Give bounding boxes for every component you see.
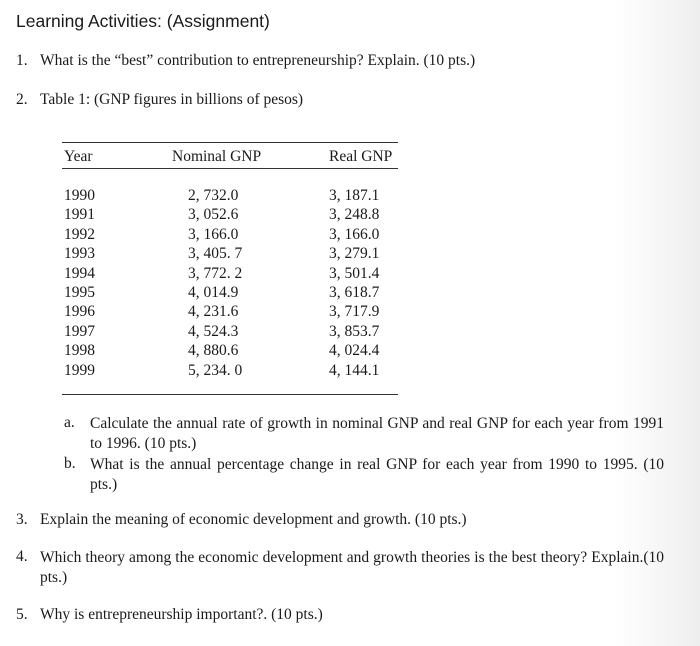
header-real-gnp: Real GNP: [329, 148, 393, 165]
table-cell: 4, 524.3: [188, 322, 239, 340]
table-cell: 1993: [64, 245, 95, 263]
question-text: Table 1: (GNP figures in billions of pesos): [40, 91, 304, 108]
question-4: [0, 548, 700, 590]
table-cell: 5, 234. 0: [188, 361, 243, 379]
question-text: Why is entrepreneurship important?. (10 pts.): [40, 606, 323, 623]
question-number: 3.: [16, 511, 28, 528]
subquestion-letter: b.: [64, 455, 76, 472]
table-cell: 1990: [64, 187, 95, 204]
subquestion-text: Calculate the annual rate of growth in nominal GNP and real GNP for each year from 1991 to 1996. (10 pts.): [90, 415, 664, 452]
table-cell: 1991: [64, 206, 95, 224]
table-cell: 3, 772. 2: [188, 264, 243, 282]
subquestion-letter: a.: [64, 414, 75, 431]
question-number: 5.: [16, 606, 28, 623]
question-text: Explain the meaning of economic development and growth. (10 pts.): [40, 511, 467, 528]
table-cell: 1995: [64, 284, 95, 302]
gnp-table: [62, 140, 398, 400]
table-cell: 4, 880.6: [188, 342, 239, 360]
page-title: Learning Activities: (Assignment): [16, 11, 270, 31]
table-cell: 2, 732.0: [188, 187, 239, 204]
table-cell: 1996: [64, 303, 95, 321]
table-bottom-rule: [62, 394, 398, 395]
table-cell: 1994: [64, 264, 95, 282]
table-cell: 4, 144.1: [329, 361, 380, 379]
table-cell: 4, 231.6: [188, 303, 239, 321]
table-cell: 3, 618.7: [329, 284, 380, 302]
question-5: [0, 606, 700, 626]
table-cell: 3, 279.1: [329, 245, 380, 263]
table-cell: 3, 248.8: [329, 206, 380, 224]
table-cell: 4, 014.9: [188, 284, 239, 302]
question-2: [0, 91, 700, 111]
header-year: Year: [64, 148, 93, 165]
table-cell: 3, 052.6: [188, 206, 239, 224]
table-cell: 3, 501.4: [329, 264, 380, 282]
question-number: 2.: [16, 91, 28, 108]
question-number: 4.: [16, 548, 28, 565]
table-cell: 3, 166.0: [329, 225, 380, 243]
subquestion-a: [64, 414, 664, 454]
table-cell: 1999: [64, 361, 95, 379]
question-text: Which theory among the economic development and growth theories is the best theory? Explain.(10 pts.): [40, 549, 664, 586]
table-top-rule: [62, 142, 398, 143]
header-nominal-gnp: Nominal GNP: [172, 148, 262, 165]
question-number: 1.: [16, 52, 28, 69]
table-cell: 3, 187.1: [329, 187, 380, 204]
question-text: What is the “best” contribution to entrepreneurship? Explain. (10 pts.): [40, 52, 476, 69]
table-cell: 1998: [64, 342, 95, 360]
table-header-rule: [62, 168, 398, 169]
real-gnp-column: [329, 186, 379, 380]
subquestion-b: [64, 455, 664, 495]
question-3: [0, 511, 700, 531]
table-cell: 3, 717.9: [329, 303, 380, 321]
year-column: [64, 186, 95, 380]
table-cell: 3, 166.0: [188, 225, 239, 243]
table-cell: 3, 853.7: [329, 322, 380, 340]
table-cell: 1992: [64, 225, 95, 243]
nominal-gnp-column: [188, 186, 242, 380]
table-cell: 3, 405. 7: [188, 245, 243, 263]
table-cell: 4, 024.4: [329, 342, 380, 360]
subquestion-text: What is the annual percentage change in real GNP for each year from 1990 to 1995. (10 pts.): [90, 456, 664, 493]
table-cell: 1997: [64, 322, 95, 340]
question-1: [0, 52, 700, 72]
